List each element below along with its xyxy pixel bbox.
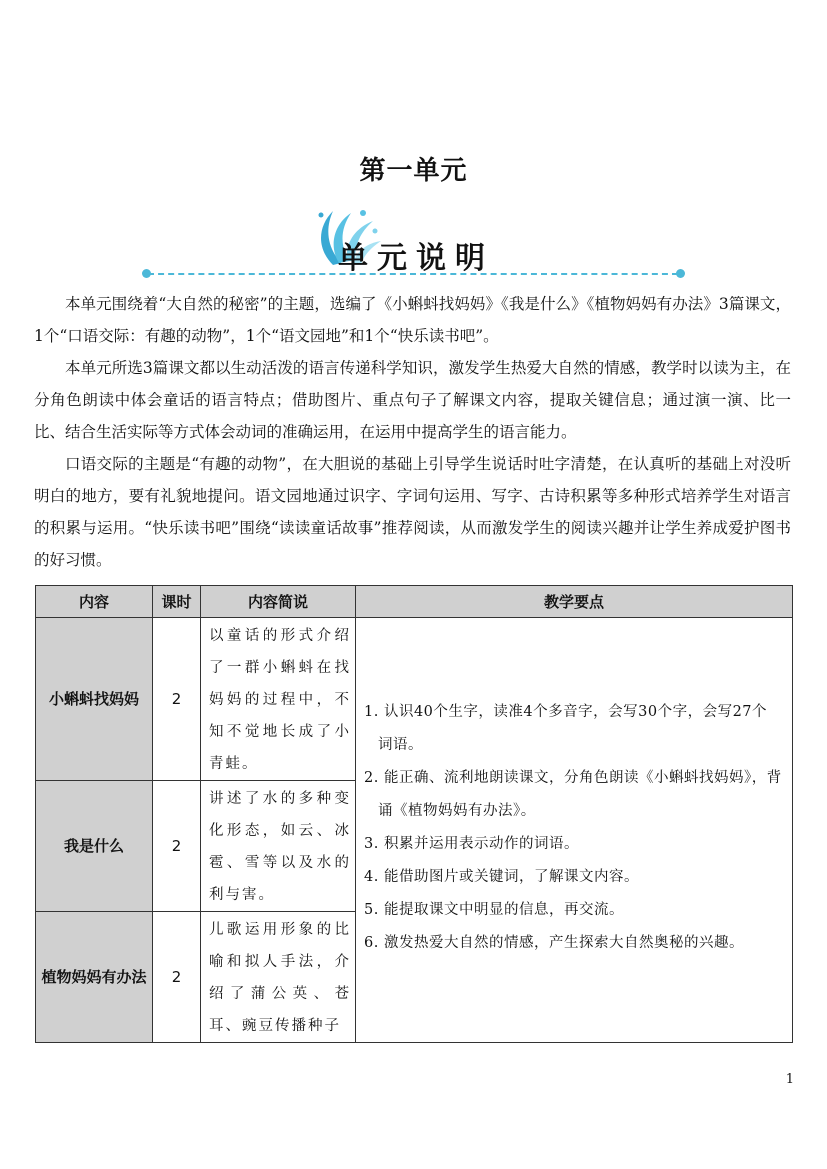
paragraph: 本单元围绕着“大自然的秘密”的主题，选编了《小蝌蚪找妈妈》《我是什么》《植物妈妈有办法》3篇课文，1个“口语交际：有趣的动物”，1个“语文园地”和1个“快乐读书吧”。 — [34, 295, 791, 345]
key-point: 3. 积累并运用表示动作的词语。 — [364, 836, 579, 852]
section-header — [140, 205, 690, 285]
column-header: 内容 — [36, 586, 153, 618]
key-point: 1. 认识40个生字，读准4个多音字，会写30个字，会写27个词语。 — [364, 704, 768, 753]
page-title: 第一单元 — [359, 156, 468, 186]
lesson-name: 小蝌蚪找妈妈 — [36, 618, 153, 781]
divider-dot-right — [676, 269, 685, 278]
lesson-summary: 儿歌运用形象的比喻和拟人手法，介绍了蒲公英、苍耳、豌豆传播种子 — [201, 912, 356, 1043]
key-point: 6. 激发热爱大自然的情感，产生探索大自然奥秘的兴趣。 — [364, 935, 744, 951]
table-header-row — [36, 586, 793, 618]
column-header: 课时 — [153, 586, 201, 618]
lesson-table — [35, 585, 793, 1043]
paragraph: 本单元所选3篇课文都以生动活泼的语言传递科学知识，激发学生热爱大自然的情感，教学时以读为主，在分角色朗读中体会童话的语言特点；借助图片、重点句子了解课文内容，提取关键信息；通过演一演、比一比、结合生活实际等方式体会动词的准确运用，在运用中提高学生的语言能力。 — [34, 359, 791, 441]
key-point: 2. 能正确、流利地朗读课文，分角色朗读《小蝌蚪找妈妈》，背诵《植物妈妈有办法》。 — [364, 770, 782, 819]
lesson-hours: 2 — [153, 912, 201, 1043]
lesson-name: 植物妈妈有办法 — [36, 912, 153, 1043]
column-header: 教学要点 — [356, 586, 793, 618]
dashed-divider — [148, 273, 678, 275]
key-point: 5. 能提取课文中明显的信息，再交流。 — [364, 902, 624, 918]
intro-text — [34, 288, 791, 576]
lesson-summary: 以童话的形式介绍了一群小蝌蚪在找妈妈的过程中，不知不觉地长成了小青蛙。 — [201, 618, 356, 781]
table-row — [36, 618, 793, 781]
lesson-hours: 2 — [153, 618, 201, 781]
column-header: 内容简说 — [201, 586, 356, 618]
lesson-summary: 讲述了水的多种变化形态，如云、冰雹、雪等以及水的利与害。 — [201, 781, 356, 912]
paragraph: 口语交际的主题是“有趣的动物”，在大胆说的基础上引导学生说话时吐字清楚，在认真听的基础上对没听明白的地方，要有礼貌地提问。语文园地通过识字、字词句运用、写字、古诗积累等多种形式培养学生对语言的积累与运用。“快乐读书吧”围绕“读读童话故事”推荐阅读，从而激发学生的阅读兴趣并让学生养成爱护图书的好习惯。 — [34, 455, 791, 569]
key-points-list — [364, 696, 782, 960]
lesson-hours: 2 — [153, 781, 201, 912]
key-point: 4. 能借助图片或关键词，了解课文内容。 — [364, 869, 639, 885]
key-points — [356, 618, 793, 1043]
section-title: 单元说明 — [338, 241, 494, 276]
page-number: 1 — [785, 1072, 794, 1087]
lesson-name: 我是什么 — [36, 781, 153, 912]
